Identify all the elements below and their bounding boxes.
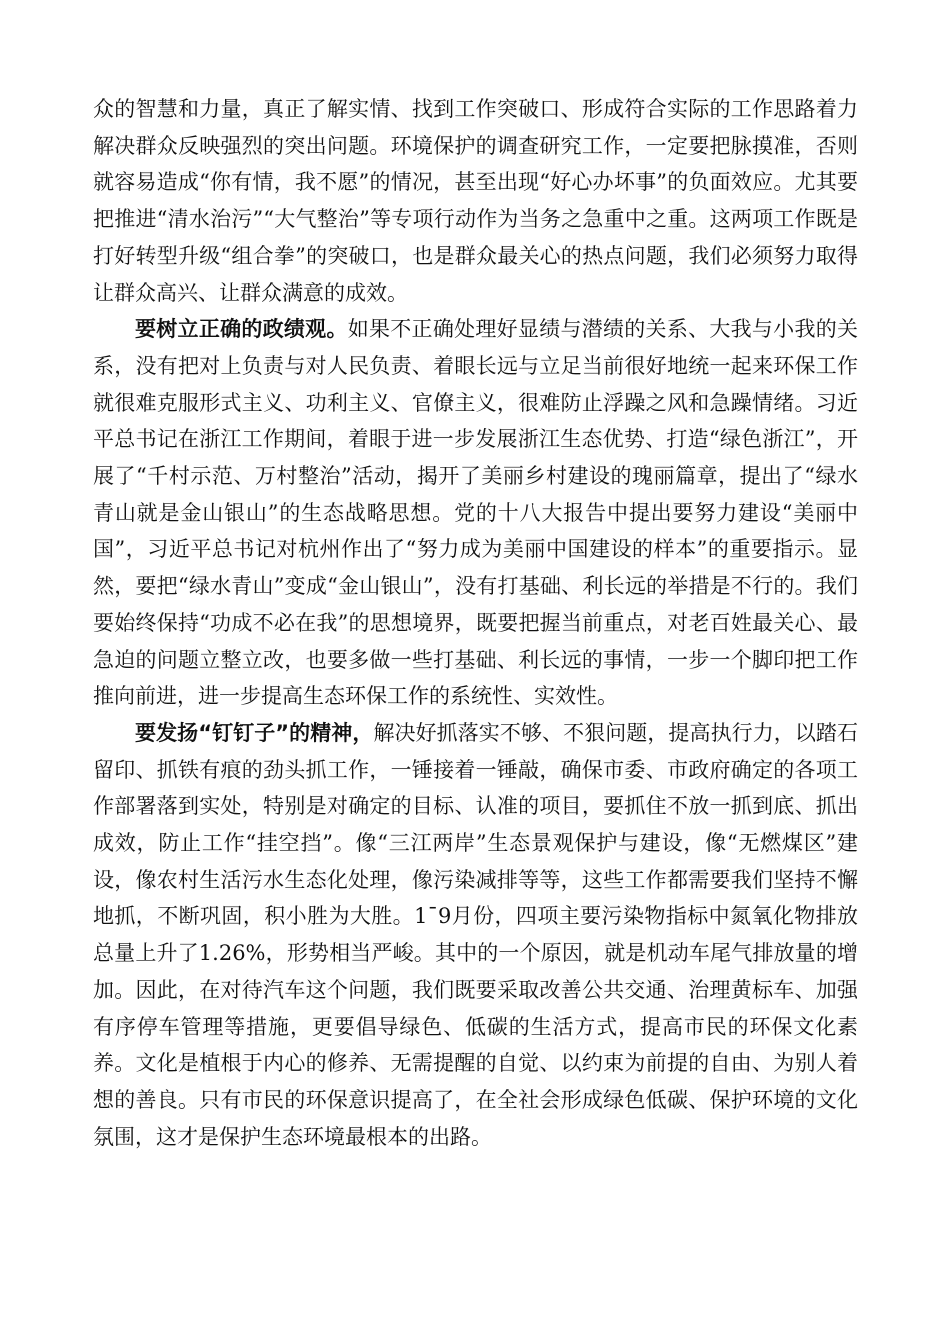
- paragraph-2: [93, 311, 858, 715]
- paragraph-1-text: 众的智慧和力量，真正了解实情、找到工作突破口、形成符合实际的工作思路着力解决群众反映强烈的突出问题。环境保护的调查研究工作，一定要把脉摸准，否则就容易造成“你有情，我不愿”的情况，甚至出现“好心办坏事”的负面效应。尤其要把推进“清水治污”“大气整治”等专项行动作为当务之急重中之重。这两项工作既是打好转型升级“组合拳”的突破口，也是群众最关心的热点问题，我们必须努力取得让群众高兴、让群众满意的成效。: [93, 97, 858, 305]
- paragraph-1: [93, 91, 858, 311]
- document-body: [93, 91, 858, 1155]
- paragraph-3-lead: 要发扬“钉钉子”的精神，: [135, 720, 374, 745]
- paragraph-2-lead: 要树立正确的政绩观。: [135, 317, 348, 342]
- paragraph-3: [93, 715, 858, 1155]
- paragraph-3-text: 解决好抓落实不够、不狠问题，提高执行力，以踏石留印、抓铁有痕的劲头抓工作，一锤接着一锤敲，确保市委、市政府确定的各项工作部署落到实处，特别是对确定的目标、认准的项目，要抓住不放一抓到底、抓出成效，防止工作“挂空挡”。像“三江两岸”生态景观保护与建设，像“无燃煤区”建设，像农村生活污水生态化处理，像污染减排等等，这些工作都需要我们坚持不懈地抓，不断巩固，积小胜为大胜。1¯9月份，四项主要污染物指标中氮氧化物排放总量上升了1.26%，形势相当严峻。其中的一个原因，就是机动车尾气排放量的增加。因此，在对待汽车这个问题，我们既要采取改善公共交通、治理黄标车、加强有序停车管理等措施，更要倡导绿色、低碳的生活方式，提高市民的环保文化素养。文化是植根于内心的修养、无需提醒的自觉、以约束为前提的自由、为别人着想的善良。只有市民的环保意识提高了，在全社会形成绿色低碳、保护环境的文化氛围，这才是保护生态环境最根本的出路。: [93, 720, 858, 1149]
- paragraph-2-text: 如果不正确处理好显绩与潜绩的关系、大我与小我的关系，没有把对上负责与对人民负责、着眼长远与立足当前很好地统一起来环保工作就很难克服形式主义、功利主义、官僚主义，很难防止浮躁之风和急躁情绪。习近平总书记在浙江工作期间，着眼于进一步发展浙江生态优势、打造“绿色浙江”，开展了“千村示范、万村整治”活动，揭开了美丽乡村建设的瑰丽篇章，提出了“绿水青山就是金山银山”的生态战略思想。党的十八大报告中提出要努力建设“美丽中国”，习近平总书记对杭州作出了“努力成为美丽中国建设的样本”的重要指示。显然，要把“绿水青山”变成“金山银山”，没有打基础、利长远的举措是不行的。我们要始终保持“功成不必在我”的思想境界，既要把握当前重点，对老百姓最关心、最急迫的问题立整立改，也要多做一些打基础、利长远的事情，一步一个脚印把工作推向前进，进一步提高生态环保工作的系统性、实效性。: [93, 317, 859, 709]
